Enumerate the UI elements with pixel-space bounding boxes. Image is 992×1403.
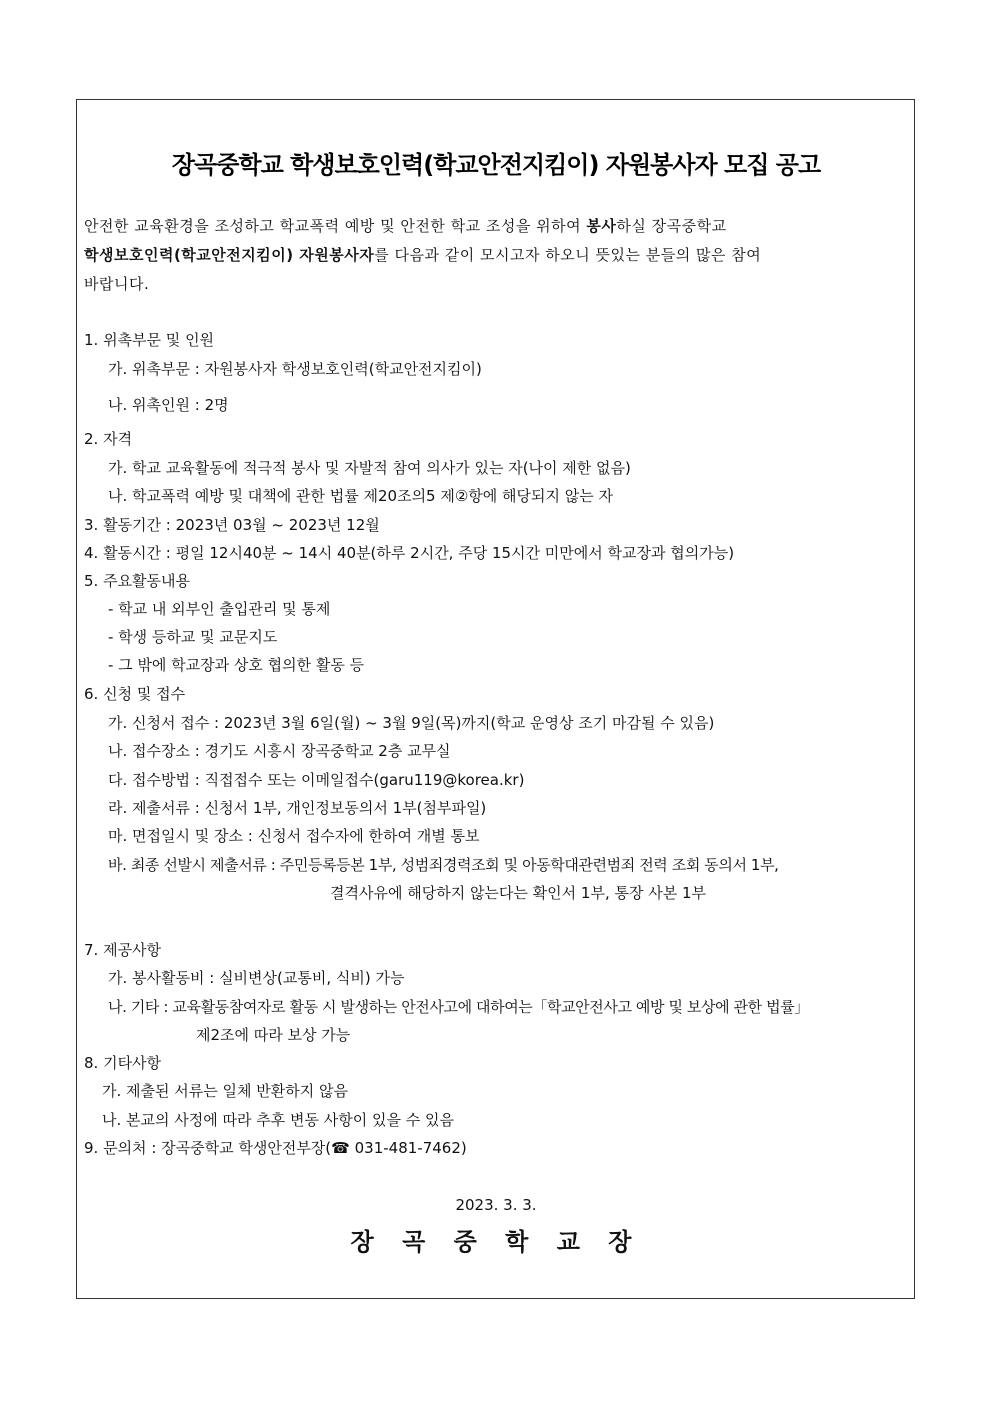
section-8-heading: 8. 기타사항 [84,1054,162,1072]
section-9-heading: 9. 문의처 : 장곡중학교 학생안전부장(☎ 031-481-7462) [84,1139,467,1157]
intro-bold: 봉사 [586,217,617,235]
intro-text: 하실 장곡중학교 [616,217,727,235]
section-6-heading: 6. 신청 및 접수 [84,685,186,703]
intro-line-2 [84,245,864,265]
section-5-item-b: - 학생 등하교 및 교문지도 [108,628,278,646]
section-7-item-b: 나. 기타 : 교육활동참여자로 활동 시 발생하는 안전사고에 대하여는「학교안전사고 예방 및 보상에 관한 법률」 [108,998,809,1016]
section-6-item-e: 마. 면접일시 및 장소 : 신청서 접수자에 한하여 개별 통보 [108,827,480,845]
intro-bold: 학생보호인력(학교안전지킴이) 자원봉사자 [84,246,375,264]
section-2-item-b: 나. 학교폭력 예방 및 대책에 관한 법률 제20조의5 제②항에 해당되지 않는 자 [108,487,614,505]
section-8-item-a: 가. 제출된 서류는 일체 반환하지 않음 [102,1082,348,1100]
intro-text: 를 다음과 같이 모시고자 하오니 뜻있는 분들의 많은 참여 [374,246,762,264]
section-7-item-a: 가. 봉사활동비 : 실비변상(교통비, 식비) 가능 [108,969,405,987]
section-2-item-a: 가. 학교 교육활동에 적극적 봉사 및 자발적 참여 의사가 있는 자(나이 제한 없음) [108,459,631,477]
section-6-item-c: 다. 접수방법 : 직접접수 또는 이메일접수(garu119@korea.kr) [108,771,525,789]
section-6-item-b: 나. 접수장소 : 경기도 시흥시 장곡중학교 2층 교무실 [108,742,451,760]
section-5-item-a: - 학교 내 외부인 출입관리 및 통제 [108,600,331,618]
document-date: 2023. 3. 3. [455,1196,537,1214]
section-6-item-f-cont: 결격사유에 해당하지 않는다는 확인서 1부, 통장 사본 1부 [330,884,707,902]
section-3-heading: 3. 활동기간 : 2023년 03월 ~ 2023년 12월 [84,516,380,534]
section-1-heading: 1. 위촉부문 및 인원 [84,331,215,349]
signature: 장 곡 중 학 교 장 [350,1228,642,1256]
section-5-heading: 5. 주요활동내용 [84,572,191,590]
intro-line-3: 바랍니다. [84,275,150,293]
section-1-item-a: 가. 위촉부문 : 자원봉사자 학생보호인력(학교안전지킴이) [108,360,482,378]
document-title: 장곡중학교 학생보호인력(학교안전지킴이) 자원봉사자 모집 공고 [171,151,821,179]
section-6-item-d: 라. 제출서류 : 신청서 1부, 개인정보동의서 1부(첨부파일) [108,799,487,817]
section-5-item-c: - 그 밖에 학교장과 상호 협의한 활동 등 [108,656,365,674]
section-6-item-f: 바. 최종 선발시 제출서류 : 주민등록등본 1부, 성범죄경력조회 및 아동학대관련범죄 전력 조회 동의서 1부, [108,856,779,874]
intro-text: 안전한 교육환경을 조성하고 학교폭력 예방 및 안전한 학교 조성을 위하여 [84,217,587,235]
intro-line-1 [84,216,864,236]
section-6-item-a: 가. 신청서 접수 : 2023년 3월 6일(월) ~ 3월 9일(목)까지(학교 운영상 조기 마감될 수 있음) [108,714,715,732]
section-8-item-b: 나. 본교의 사정에 따라 추후 변동 사항이 있을 수 있음 [102,1111,454,1129]
section-7-item-b-cont: 제2조에 따라 보상 가능 [196,1026,351,1044]
section-7-heading: 7. 제공사항 [84,941,162,959]
section-4-heading: 4. 활동시간 : 평일 12시40분 ~ 14시 40분(하루 2시간, 주당 15시간 미만에서 학교장과 협의가능) [84,544,735,562]
section-2-heading: 2. 자격 [84,430,133,448]
section-1-item-b: 나. 위촉인원 : 2명 [108,396,229,414]
